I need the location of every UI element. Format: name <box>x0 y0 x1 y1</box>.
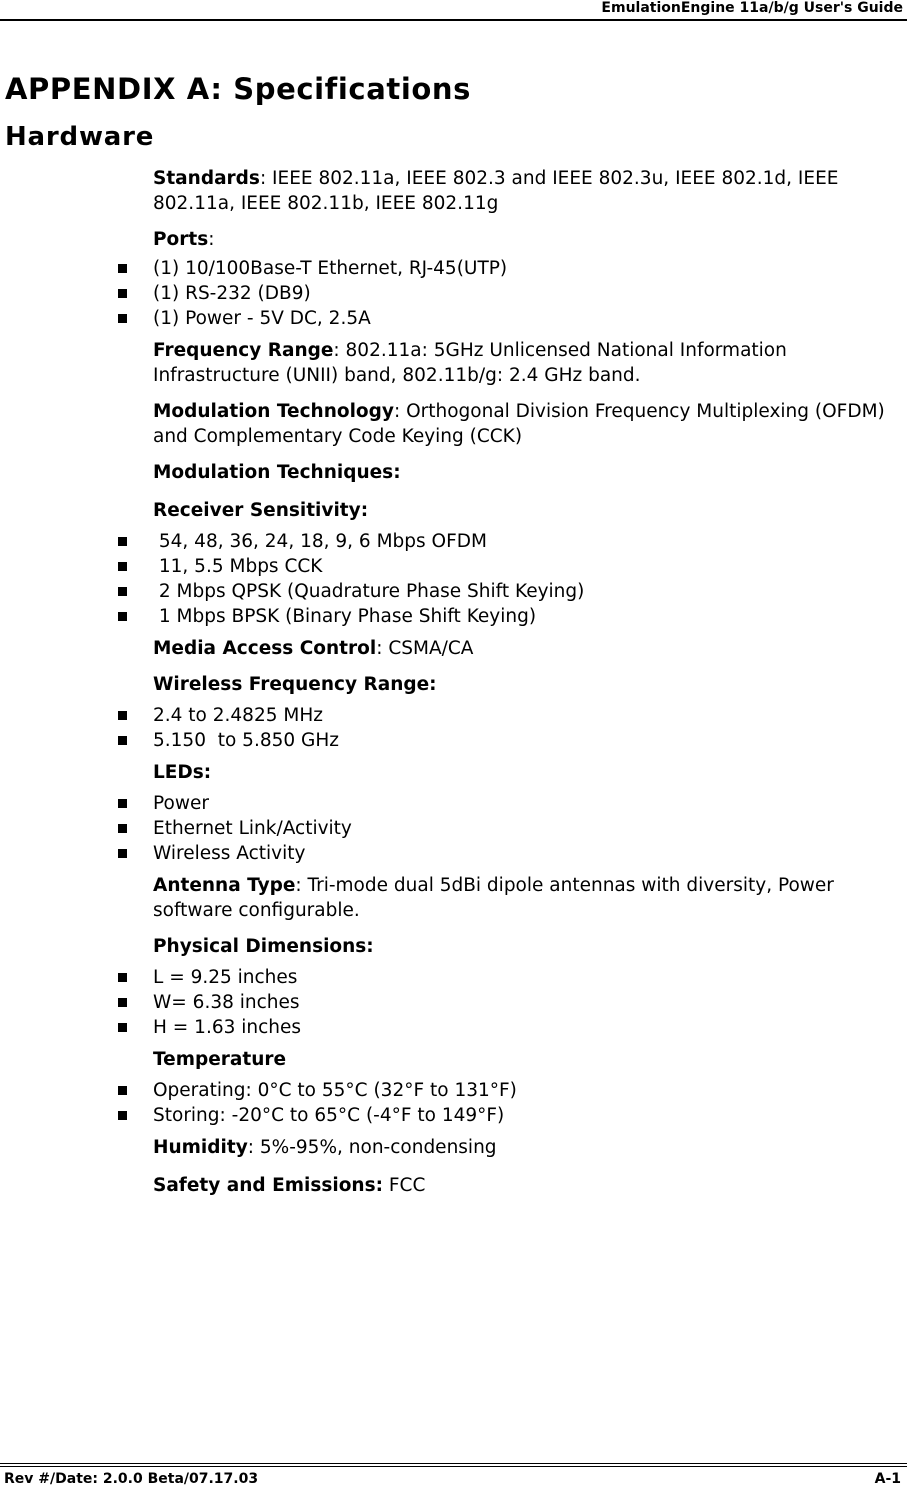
frequency-range-spec <box>153 338 893 388</box>
humidity-spec <box>153 1135 893 1160</box>
modulation-technology-text: : Orthogonal Division Frequency Multiplexing (OFDM) and Complementary Code Keying (CCK) <box>153 401 885 447</box>
list-item-text: Storing: -20°C to 65°C (-4°F to 149°F) <box>153 1105 505 1126</box>
media-access-control-spec <box>153 636 893 661</box>
bullet-icon <box>118 736 127 745</box>
bullet-icon <box>118 824 127 833</box>
standards-spec <box>153 166 893 216</box>
bullet-icon <box>118 973 127 982</box>
footer-rule <box>0 1466 907 1467</box>
leds-label: LEDs: <box>153 762 212 783</box>
list-item <box>0 791 907 816</box>
receiver-sensitivity-label: Receiver Sensitivity: <box>153 500 369 521</box>
modulation-techniques-spec <box>153 460 893 485</box>
list-item-text: H = 1.63 inches <box>153 1017 302 1038</box>
modulation-technology-spec <box>153 399 893 449</box>
ports-label: Ports <box>153 229 209 250</box>
footer-revision: Rev #/Date: 2.0.0 Beta/07.17.03 <box>4 1471 259 1487</box>
list-item-text: L = 9.25 inches <box>153 967 298 988</box>
list-item <box>0 728 907 753</box>
list-item <box>0 281 907 306</box>
list-item-text: 2 Mbps QPSK (Quadrature Phase Shift Keying) <box>153 581 585 602</box>
frequency-range-text: : 802.11a: 5GHz Unlicensed National Information Infrastructure (UNII) band, 802.11b/g: 2.4 GHz band. <box>153 340 787 386</box>
bullet-icon <box>118 314 127 323</box>
safety-label: Safety and Emissions: <box>153 1175 383 1196</box>
bullet-icon <box>118 1023 127 1032</box>
physical-dimensions-spec <box>153 934 893 959</box>
list-item <box>0 529 907 554</box>
humidity-text: : 5%-95%, non-condensing <box>247 1137 497 1158</box>
list-item <box>0 1103 907 1128</box>
list-item-text: (1) 10/100Base-T Ethernet, RJ-45(UTP) <box>153 258 508 279</box>
section-title: Hardware <box>5 122 155 152</box>
antenna-type-text: : Tri-mode dual 5dBi dipole antennas with diversity, Power software configurable. <box>153 875 834 921</box>
physical-dimensions-list <box>0 965 907 1040</box>
wireless-frequency-range-spec <box>153 672 893 697</box>
list-item <box>0 965 907 990</box>
list-item <box>0 306 907 331</box>
bullet-icon <box>118 289 127 298</box>
list-item <box>0 256 907 281</box>
physical-dimensions-label: Physical Dimensions: <box>153 936 374 957</box>
standards-text: : IEEE 802.11a, IEEE 802.3 and IEEE 802.3u, IEEE 802.1d, IEEE 802.11a, IEEE 802.11b, IEEE 802.11g <box>153 168 839 214</box>
list-item-text: 1 Mbps BPSK (Binary Phase Shift Keying) <box>153 606 537 627</box>
appendix-title: APPENDIX A: Specifications <box>5 72 472 106</box>
list-item-text: Power <box>153 793 209 814</box>
list-item <box>0 990 907 1015</box>
antenna-type-spec <box>153 873 893 923</box>
wireless-frequency-range-list <box>0 703 907 753</box>
list-item <box>0 554 907 579</box>
humidity-label: Humidity <box>153 1137 248 1158</box>
bullet-icon <box>118 1086 127 1095</box>
list-item-text: Ethernet Link/Activity <box>153 818 352 839</box>
modulation-techniques-label: Modulation Techniques: <box>153 462 401 483</box>
list-item-text: 5.150 to 5.850 GHz <box>153 730 339 751</box>
leds-spec <box>153 760 893 785</box>
bullet-icon <box>118 849 127 858</box>
list-item <box>0 703 907 728</box>
header-title: EmulationEngine 11a/b/g User's Guide <box>601 0 903 16</box>
temperature-spec <box>153 1047 893 1072</box>
list-item <box>0 579 907 604</box>
spec-content <box>0 166 907 1209</box>
list-item <box>0 841 907 866</box>
temperature-list <box>0 1078 907 1128</box>
bullet-icon <box>118 998 127 1007</box>
bullet-icon <box>118 1111 127 1120</box>
page-footer <box>0 1463 907 1490</box>
list-item-text: 54, 48, 36, 24, 18, 9, 6 Mbps OFDM <box>153 531 487 552</box>
list-item-text: (1) Power - 5V DC, 2.5A <box>153 308 371 329</box>
list-item-text: 2.4 to 2.4825 MHz <box>153 705 323 726</box>
ports-text: : <box>208 229 215 250</box>
antenna-type-label: Antenna Type <box>153 875 296 896</box>
receiver-sensitivity-spec <box>153 498 893 523</box>
modulation-technology-label: Modulation Technology <box>153 401 394 422</box>
ports-list <box>0 256 907 331</box>
list-item <box>0 1078 907 1103</box>
bullet-icon <box>118 562 127 571</box>
ports-spec <box>153 227 893 252</box>
leds-list <box>0 791 907 866</box>
list-item-text: Operating: 0°C to 55°C (32°F to 131°F) <box>153 1080 517 1101</box>
media-access-control-label: Media Access Control <box>153 638 377 659</box>
list-item <box>0 604 907 629</box>
list-item <box>0 816 907 841</box>
bullet-icon <box>118 537 127 546</box>
bullet-icon <box>118 264 127 273</box>
wireless-frequency-range-label: Wireless Frequency Range: <box>153 674 437 695</box>
list-item-text: (1) RS-232 (DB9) <box>153 283 311 304</box>
header-rule <box>0 20 907 21</box>
page-header <box>0 0 907 20</box>
list-item <box>0 1015 907 1040</box>
list-item-text: 11, 5.5 Mbps CCK <box>153 556 323 577</box>
receiver-sensitivity-list <box>0 529 907 629</box>
temperature-label: Temperature <box>153 1049 287 1070</box>
safety-spec <box>153 1173 893 1198</box>
list-item-text: W= 6.38 inches <box>153 992 300 1013</box>
list-item-text: Wireless Activity <box>153 843 306 864</box>
page-number: A-1 <box>874 1471 901 1487</box>
standards-label: Standards <box>153 168 260 189</box>
frequency-range-label: Frequency Range <box>153 340 334 361</box>
bullet-icon <box>118 799 127 808</box>
safety-text: FCC <box>383 1175 426 1196</box>
bullet-icon <box>118 711 127 720</box>
bullet-icon <box>118 612 127 621</box>
media-access-control-text: : CSMA/CA <box>376 638 474 659</box>
bullet-icon <box>118 587 127 596</box>
